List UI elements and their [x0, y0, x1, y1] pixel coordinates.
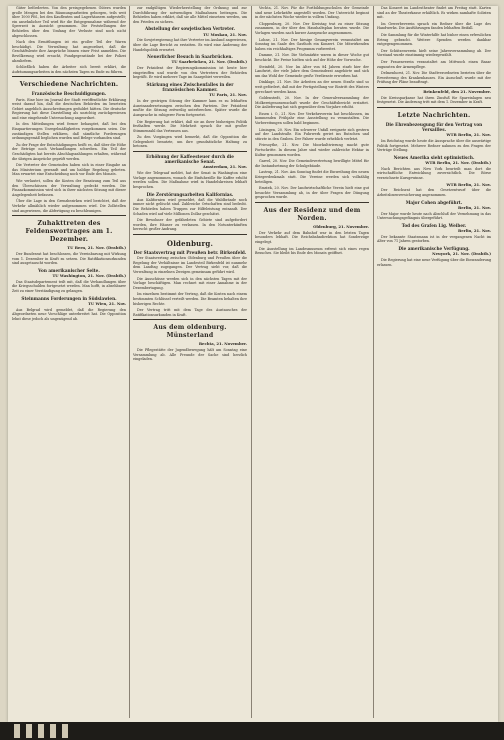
section-rule — [133, 319, 247, 320]
article-paragraph: Der Frauenverein veranstaltet am Mittwoch einen Basar zugunsten der Armenpflege. — [377, 59, 491, 69]
article-paragraph: Der Schützenverein hielt seine Jahresversammlung ab. Der Vorstand wurde einstimmig wiedergewählt. — [377, 48, 491, 58]
dateline: Berlin, 21. Nov. — [458, 228, 491, 234]
article-paragraph: Die Kreissparkasse hat ihren Zinsfuß für Spareinlagen neu festgesetzt. Die Änderung tritt mit dem 1. Dezember in Kraft. — [377, 95, 491, 105]
section-rule — [377, 87, 491, 88]
article-paragraph: Aus Belgrad wird gemeldet, daß die Regierung den Abgeordneten neue Vorschläge unterbreitet hat. Die Opposition lehnt diese jedoch als ungenügend ab. — [12, 307, 126, 321]
article-paragraph: Der Bundesrat hat beschlossen, die Vereinbarung mit Wirkung vom 1. Dezember in Kraft zu setzen. Die Ratifikationsurkunden sind ausgetauscht worden. — [12, 251, 126, 266]
article-headline: Die Zerstörungsarbeiten Kalifornias. — [146, 191, 234, 197]
article-paragraph: Damme, 21. Nov. Die Viehmärkte waren in dieser Woche gut beschickt. Die Preise hielten sich auf der Höhe der Vorwoche. — [255, 53, 369, 62]
article-paragraph: Die Ausschüsse werden sich in den nächsten Tagen mit der Vorlage beschäftigen. Man rechnet mit einer Annahme in der Dezembertagung. — [133, 276, 247, 290]
article-paragraph: Die Regierung hat eine neue Verfügung über die Einwanderung erlassen. — [377, 258, 491, 267]
article-paragraph: Zu der Frage der Entschädigungen heißt es, daß über die Höhe der Beträge noch Verhandlungen schweben. Ein Teil der Geschädigten hat bereits Abschlagszahlungen erhalten, während die übrigen Ansprüche geprüft werden. — [12, 142, 126, 161]
dateline: TU Saarbrücken, 21. Nov. (Drahtb.) — [171, 59, 247, 65]
article-paragraph: Das Staatsdepartement teilt mit, daß die Verhandlungen über die Kriegsschulden fortgesetzt werden. Man hofft, in absehbarer Zeit zu einer Verständigung zu gelangen. — [12, 279, 126, 293]
newspaper-page — [8, 6, 498, 722]
dateline: TU Wien, 21. Nov. — [88, 300, 126, 306]
article-paragraph: Die Pflegestätte der Jugendbewegung hält am Sonntag eine Versammlung ab. Alle Freunde der Sache sind herzlich eingeladen. — [133, 348, 247, 362]
article-headline: Major Cohen abgeführt. — [405, 199, 463, 205]
article-paragraph: Emstek, 20. Nov. Der landwirtschaftliche Verein hielt eine gut besuchte Versammlung ab, in der über Fragen der Düngung gesprochen wurde. — [255, 186, 369, 200]
article-paragraph: Delmenhorst, 21. Nov. Die Stadtverordneten berieten über die Erweiterung des Krankenhauses. Ein Ausschuß wurde mit der Prüfung der Pläne beauftragt. — [377, 71, 491, 85]
article-paragraph: Im Reichstag wurde heute die Aussprache über die auswärtige Politik fortgesetzt. Mehrere Redner nahmen zu den Fragen der Verträge Stellung. — [377, 139, 491, 153]
section-rule — [133, 151, 247, 152]
article-paragraph: Nach Berichten aus New York beurteilt man dort die wirtschaftliche Entwicklung zuversichtlich. Die Börse verzeichnete Kursgewinne. — [377, 166, 491, 181]
article-paragraph: Lohne, 21. Nov. Der hiesige Gesangverein veranstaltet am Sonntag im Saale des Gasthofs ein Konzert. Die Mitwirkenden haben ein reichhaltiges Programm vorbereitet. — [255, 37, 369, 51]
article-paragraph: Nach den Ermittlungen ist ein großer Teil der Waren beschädigt. Die Verwaltung hat angeordnet, daß die Geschäftsleute ihre Ansprüche binnen einer Frist anmelden. Die Bevölkerung wird ersucht, Fundgegenstände bei der Polizei abzuliefern. — [12, 40, 126, 63]
column-divider — [251, 6, 252, 718]
column-divider — [373, 6, 374, 718]
dateline: TU Washington, 21. Nov. (Drahtb.) — [52, 272, 126, 278]
article-paragraph: Vechta, 21. Nov. Für die Fortbildungsschulen der Gemeinde sind neue Lehrkräfte angestellt worden. Der Unterricht beginnt in der nächsten Woche wieder in vollem Umfang. — [255, 6, 369, 20]
article-paragraph: Die Bewohner der gefährdeten Gebiete sind aufgefordert worden, ihre Häuser zu verlassen. In den Notunterkünften herrscht großer Andrang. — [133, 218, 247, 232]
dateline: TU Bern, 21. Nov. (Drahtb.) — [67, 245, 126, 251]
article-paragraph: Wie der Telegraaf meldet, hat der Senat in Washington eine Vorlage angenommen, wonach die Einfuhrzölle für Kaffee erhöht werden sollen. Die Maßnahme wird in Handelskreisen lebhaft besprochen. — [133, 171, 247, 190]
article-paragraph: Der Präsident der Regierungskommission ist heute hier eingetroffen und wurde von den Vertretern der Behörden begrüßt. Er wird mehrere Tage im Saargebiet verweilen. — [133, 66, 247, 80]
dateline: Brinkenfeld, den 21. November. — [423, 88, 491, 94]
dateline: Bechta, 21. November. — [198, 341, 247, 347]
article-paragraph: Zu den Vorgängen wird bemerkt, daß die Opposition die Gelegenheit benutzte, um ihre grundsätzliche Haltung zu betonen. — [133, 135, 247, 149]
dateline: WTB Berlin, 21. Nov. — [446, 181, 491, 187]
section-title: Zuhakttreten des Feldenswortrages am 1. Dezember. — [25, 220, 113, 244]
article-paragraph: Dinklage, 21. Nov. Die Arbeiten an der neuen Straße sind so weit gefördert, daß mit der Fertigstellung vor Eintritt des Winters gerechnet werden kann. — [255, 80, 369, 94]
section-title: Aus der Residenz und dem Norden. — [263, 206, 361, 222]
article-paragraph: Friesoythe, 21. Nov. Die Moorkultivierung macht gute Fortschritte. In diesem Jahre sind wieder zahlreiche Hektar in Kultur genommen worden. — [255, 143, 369, 157]
scan-mark — [50, 724, 56, 738]
section-title: Oldenburg. — [166, 239, 214, 249]
article-paragraph: Cloppenburg, 20. Nov. Der Kreistag trat zu einer Sitzung zusammen, in der über den Haushaltsplan beraten wurde. Die Vorlagen wurden nach kurzer Aussprache angenommen. — [255, 21, 369, 35]
article-paragraph: Goldenstedt, 20. Nov. In der Generalversammlung der Molkereigenossenschaft wurde der Geschäftsbericht erstattet. Die Anlieferung hat sich gegenüber dem Vorjahre erhöht. — [255, 96, 369, 110]
article-headline: Neues Amerika sieht optimistisch. — [393, 154, 475, 160]
article-paragraph: Schließlich haben die Arbeiter sich bereit erklärt, die Aufräumungsarbeiten in den nächsten Tagen zu Ende zu führen. — [12, 65, 126, 74]
article-paragraph: Güter beförderten. Von den preisgegebenen Gütern wurden große Mengen bei den Räumungsarbeiten geborgen, teils weit über 1000 Pfd., bei den Kaufleuten und Lagerhäusern aufgestellt; ein ansehnlicher Teil wird für die Entgegennahme während der Sperrzeit in Aussicht genommen. Die Feststellungen der Behörden über den Umfang der Verluste sind noch nicht abgeschlossen. — [12, 6, 126, 38]
article-paragraph: Der Reichsrat hat den Gesetzentwurf über die Arbeitslosenversicherung angenommen. — [377, 188, 491, 198]
article-paragraph: Die Vertreter der Gemeinden haben sich in einer Eingabe an das Ministerium gewandt und um baldige Regelung gebeten. Man erwartet eine Entscheidung noch vor Ende des Monats. — [12, 163, 126, 177]
section-rule — [12, 76, 126, 77]
section-title: Letzte Nachrichten. — [397, 111, 471, 119]
article-paragraph: Wie verlautet, sollen die Kosten der Besatzung zum Teil aus den Überschüssen der Verwaltung gedeckt werden. Die Finanzkommission wird sich in ihrer nächsten Sitzung mit dieser Angelegenheit befassen. — [12, 179, 126, 197]
column-2 — [133, 6, 247, 718]
dateline: Oldenburg, 21. November. — [313, 223, 369, 229]
section-title: Aus dem oldenburg. Münsterland — [153, 324, 227, 340]
article-paragraph: Im Gewerbeverein sprach ein Redner über die Lage des Handwerks. Die Ausführungen fanden lebhaften Beifall. — [377, 21, 491, 31]
article-paragraph: zur endgültigen Wiederherstellung der Ordnung und zur Durchführung der notwendigen Maßnahmen beitragen. Die Behörden haben erklärt, daß sie alle Mittel einsetzen werden, um den Frieden zu sichern. — [133, 6, 247, 24]
section-rule — [133, 234, 247, 235]
article-paragraph: Essen i. O., 21. Nov. Der Verkehrsverein hat beschlossen, im kommenden Frühjahr eine Ausstellung zu veranstalten. Die Vorbereitungen sollen bald beginnen. — [255, 111, 369, 126]
article-paragraph: Steinfeld, 20. Nov. Im Alter von 84 Jahren starb hier der Landwirt, der viele Jahre dem Gemeinderat angehörte und sich um das Wohl der Gemeinde große Verdienste erworben hat. — [255, 64, 369, 78]
article-paragraph: Der Major wurde heute nach Abschluß der Vernehmung in das Untersuchungsgefängnis übergeführt. — [377, 211, 491, 221]
article-paragraph: In der gestrigen Sitzung der Kammer kam es zu lebhaften Auseinandersetzungen zwischen den Parteien. Der Präsident mußte die Sitzung zeitweilig unterbrechen. Später wurde die Aussprache in ruhigerer Form fortgesetzt. — [133, 99, 247, 117]
article-headline: Der Staatsvertrag mit Preußen betr. Birkenfeld. — [133, 250, 247, 256]
article-paragraph: Die Ausstellung im Landesmuseum erfreut sich eines regen Besuches. Sie bleibt bis Ende des Monats geöffnet. — [255, 246, 369, 256]
article-paragraph: Die Sammlung für die Winterhilfe hat bisher einen erfreulichen Ertrag gebracht. Weitere Spenden werden dankbar entgegengenommen. — [377, 32, 491, 47]
article-paragraph: Aus Kalifornien wird gemeldet, daß die Waldbrände noch immer nicht gelöscht sind. Zahlreiche Ortschaften sind bedroht. Die Behörden haben Truppen zur Hilfeleistung entsandt. Der Schaden wird auf viele Millionen Dollar geschätzt. — [133, 197, 247, 216]
dateline: TU Moskau, 21. Nov. — [203, 31, 247, 37]
article-paragraph: Der Staatsvertrag zwischen Oldenburg und Preußen über die Regelung der Verhältnisse im Landesteil Birkenfeld ist nunmehr dem Landtag zugegangen. Der Vertrag sieht vor, daß die Verwaltung in einzelnen Zweigen gemeinsam geführt wird. — [133, 256, 247, 274]
article-headline: Neuerlicher Besuch in Saarbrücken. — [147, 54, 233, 60]
scan-mark — [26, 724, 32, 738]
scan-edge-strip — [0, 722, 504, 740]
article-headline: Die amerikanische Verfügung. — [398, 246, 470, 252]
article-paragraph: Im einzelnen bestimmt der Vertrag, daß die Kosten nach einem bestimmten Schlüssel verteilt werden. Die Beamten behalten ihre bisherigen Rechte. — [133, 292, 247, 306]
article-headline: Tod des Grafen Lig. Weiber. — [401, 222, 467, 228]
dateline: Amsterdam, 21. Nov. — [202, 164, 247, 170]
article-headline: Erhöhung der Kaffeesteuer durch die amerikanische Senat. — [146, 154, 234, 165]
article-headline: Stärkung eines Zwischenfalles in der französischen Kammer. — [146, 81, 234, 93]
article-paragraph: Lastrup, 21. Nov. Am Sonntag findet die Einweihung des neuen Kriegerdenkmals statt. Die Vereine werden sich vollzählig beteiligen. — [255, 170, 369, 184]
article-paragraph: Garrel, 20. Nov. Die Gemeindevertretung bewilligte Mittel für die Instandsetzung der Schulgebäude. — [255, 159, 369, 168]
article-headline: Französische Beschuldigungen. — [31, 91, 107, 97]
article-headline: Abstellung der sowjetischen Vertreter. — [144, 26, 236, 32]
dateline: WTB Berlin, 21. Nov. (Drahtb.) — [425, 160, 491, 166]
article-paragraph: Das Konzert im Landestheater findet am Freitag statt. Karten sind an der Theaterkasse erhältlich. Es wirken namhafte Solisten mit. — [377, 6, 491, 20]
column-3 — [255, 6, 369, 718]
article-paragraph: Über die Lage in den Grenzbezirken wird berichtet, daß der Verkehr allmählich wieder aufgenommen wird. Die Zollstellen sind angewiesen, die Abfertigung zu beschleunigen. — [12, 199, 126, 213]
section-rule — [12, 215, 126, 216]
column-divider — [129, 6, 130, 718]
article-paragraph: In den Mitteilungen wird ferner behauptet, daß bei den Einquartierungen Unregelmäßigkeiten vorgekommen seien. Die zuständigen Stellen erklären, daß sämtliche Forderungen ordnungsgemäß beglichen wurden und Belege vorhanden sind. — [12, 122, 126, 141]
scan-mark — [62, 724, 68, 738]
column-4 — [377, 6, 491, 718]
article-paragraph: Der Verkehr auf dem Bahnhof war in den letzten Tagen besonders lebhaft. Die Reichsbahndirektion hat Sonderzüge eingelegt. — [255, 230, 369, 244]
article-headline: Steinmanns Forderungen in Südslawien. — [21, 295, 117, 301]
section-rule — [255, 202, 369, 203]
article-paragraph: Die Sowjetregierung hat ihre Vertreter im Ausland angewiesen, über die Lage Bericht zu erstatten. Es wird eine Änderung der Handelspolitik erwartet. — [133, 38, 247, 52]
article-headline: Die Ehrenbezeugung für den Vertrag von Versailles. — [385, 121, 483, 133]
article-paragraph: Die Regierung hat erklärt, daß sie an ihrer bisherigen Politik festhalten werde. Die Mehrheit sprach ihr mit großer Stimmenzahl das Vertrauen aus. — [133, 119, 247, 133]
article-paragraph: Der Vertrag tritt mit dem Tage des Austausches der Ratifikationsurkunden in Kraft. — [133, 308, 247, 317]
dateline: Neuyork, 21. Nov. (Drahtb.) — [432, 251, 491, 257]
dateline: TU Paris, 21. Nov. — [209, 92, 247, 98]
scan-mark — [14, 724, 20, 738]
dateline: WTB Berlin, 21. Nov. — [446, 132, 491, 138]
article-paragraph: Paris. Eine hier im Journal der Stadt veröffentlichte Erklärung weist darauf hin, daß die deutschen Behörden im besetzten Gebiet angeblich Ausschreitungen geduldet hätten. Die deutsche Regierung hat diese Darstellung als unrichtig zurückgewiesen und eine eingehende Untersuchung angeordnet. — [12, 97, 126, 120]
column-1 — [12, 6, 126, 718]
article-headline: Von amerikanischer Seite. — [38, 267, 100, 273]
article-paragraph: Löningen, 20. Nov. Ein schwerer Unfall ereignete sich gestern auf der Landstraße. Ein Fuhrwerk geriet ins Rutschen und stürzte in den Graben. Der Fahrer wurde erheblich verletzt. — [255, 127, 369, 141]
article-paragraph: Der bekannte Staatsmann ist in der vergangenen Nacht im Alter von 71 Jahren gestorben. — [377, 234, 491, 244]
section-title: Verschiedene Nachrichten. — [19, 81, 119, 89]
scan-mark — [38, 724, 44, 738]
section-rule — [377, 107, 491, 108]
dateline: Berlin, 21. Nov. — [458, 204, 491, 210]
